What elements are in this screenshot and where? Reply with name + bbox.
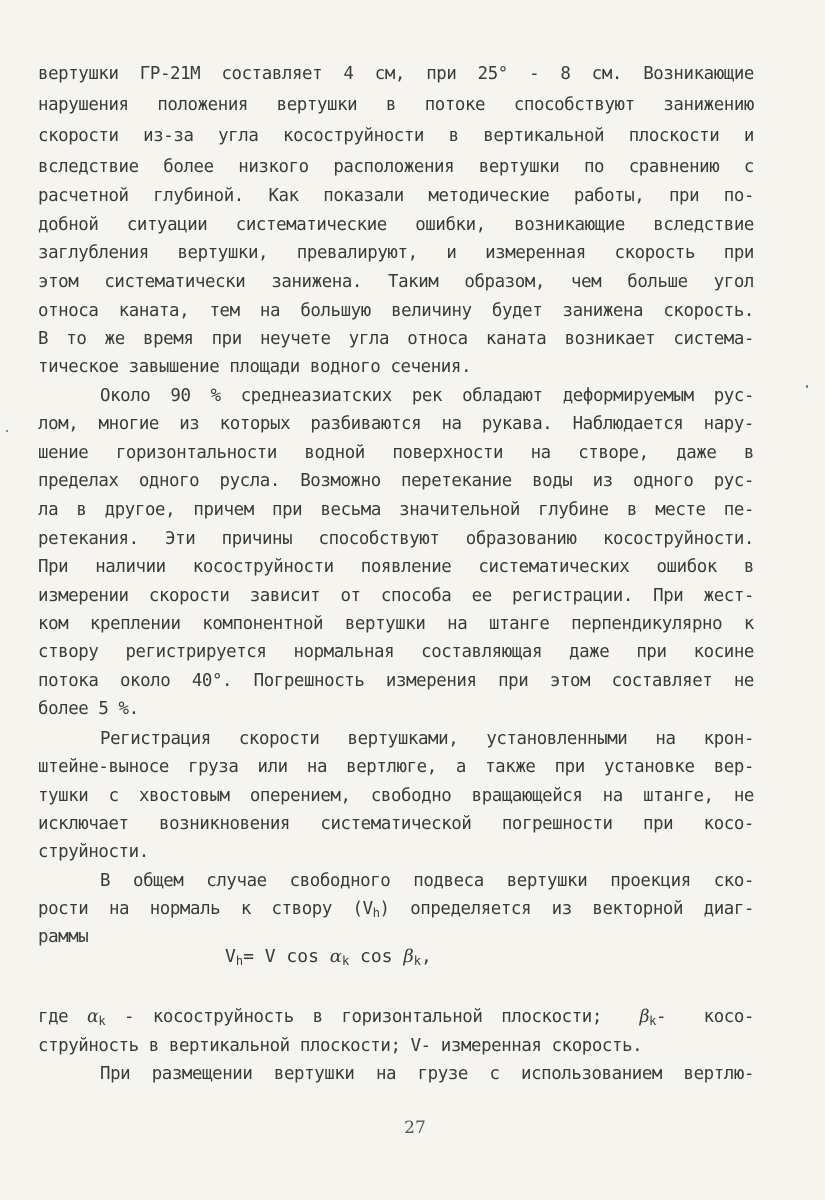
page-number: 27 bbox=[404, 1118, 426, 1138]
text-line: При размещении вертушки на грузе с использованием вертлю- bbox=[100, 1064, 754, 1084]
text-line: ретекания. Эти причины способствуют образованию косоструйности. bbox=[38, 529, 754, 549]
text-line: нарушения положения вертушки в потоке способствуют занижению bbox=[38, 95, 754, 115]
text-line: исключает возникновения систематической погрешности при косо- bbox=[38, 814, 754, 834]
text-line: ла в другое, причем при весьма значительной глубине в месте пе- bbox=[38, 500, 754, 520]
text-line: тическое завышение площади водного сечения. bbox=[38, 357, 472, 377]
text-line: вследствие более низкого расположения вертушки по сравнению с bbox=[38, 157, 754, 177]
text-line: расчетной глубиной. Как показали методические работы, при по- bbox=[38, 186, 754, 206]
text-line: шение горизонтальности водной поверхности на створе, даже в bbox=[38, 443, 754, 463]
text-line: измерении скорости зависит от способа ее регистрации. При жест- bbox=[38, 586, 754, 606]
text-line: В общем случае свободного подвеса вертушки проекция ско- bbox=[100, 871, 754, 891]
text-line: этом систематически занижена. Таким образом, чем больше угол bbox=[38, 272, 754, 292]
text-line-with-subscript: рости на нормаль к створу $(V_h)$ определяется из векторной диаг- bbox=[38, 899, 755, 920]
text-line: створу регистрируется нормальная составляющая даже при косине bbox=[38, 642, 754, 662]
text-line: раммы bbox=[38, 927, 89, 947]
text-line: штейне-выносе груза или на вертлюге, а также при установке вер- bbox=[38, 757, 754, 777]
text-line: заглубления вертушки, превалируют, и измеренная скорость при bbox=[38, 243, 754, 263]
text-line: скорости из-за угла косоструйности в вертикальной плоскости и bbox=[38, 126, 754, 146]
text-line: вертушки ГР-21М составляет 4 см, при 25° - 8 см. Возникающие bbox=[38, 64, 754, 84]
text-line: добной ситуации систематические ошибки, возникающие вследствие bbox=[38, 215, 754, 235]
text-line: Около 90 % среднеазиатских рек обладают деформируемым рус- bbox=[100, 386, 754, 406]
definition-line: струйность в вертикальной плоскости; V- измеренная скорость. bbox=[38, 1036, 643, 1056]
text-line: ком креплении компонентной вертушки на штанге перпендикулярно к bbox=[38, 614, 754, 634]
definition-line: где $\alpha_k$ - косоструйность в горизонтальной плоскости; $\beta_k-$ косо- bbox=[38, 1007, 754, 1028]
text-line: В то же время при неучете угла относа каната возникает система- bbox=[38, 329, 754, 349]
text-line: Регистрация скорости вертушками, установленными на крон- bbox=[100, 729, 754, 749]
text-line: потока около 40°. Погрешность измерения при этом составляет не bbox=[38, 671, 754, 691]
scan-speck bbox=[6, 430, 8, 432]
text-line: При наличии косоструйности появление систематических ошибок в bbox=[38, 557, 754, 577]
text-line: более 5 %. bbox=[38, 699, 139, 719]
text-line: пределах одного русла. Возможно перетекание воды из одного рус- bbox=[38, 471, 754, 491]
velocity-formula: $V_h= V$ $\cos \alpha_k$ $\cos \beta_k$, bbox=[225, 946, 432, 968]
text-line: тушки с хвостовым оперением, свободно вращающейся на штанге, не bbox=[38, 786, 754, 806]
text-line: относа каната, тем на большую величину будет занижена скорость. bbox=[38, 301, 754, 321]
text-line: лом, многие из которых разбиваются на рукава. Наблюдается нару- bbox=[38, 414, 754, 434]
scan-speck bbox=[806, 385, 808, 388]
text-line: струйности. bbox=[38, 842, 149, 862]
